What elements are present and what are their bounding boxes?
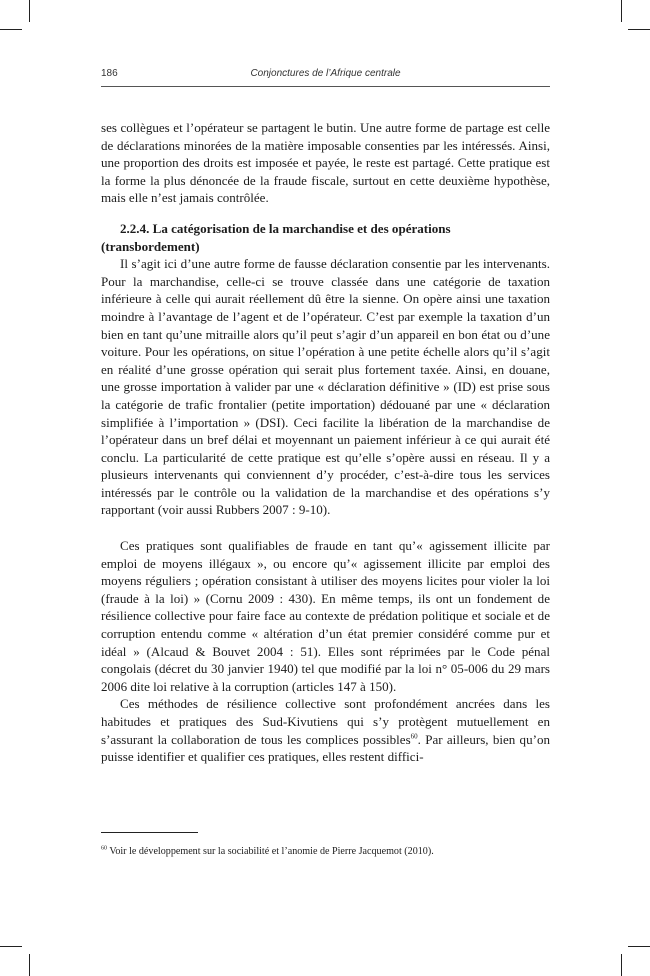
paragraph-resilience-text-b: . Par ailleurs, bien qu’on puisse identifier et qualifier ces pratiques, elles restent diffici- — [101, 731, 550, 765]
crop-mark-bottom-right-vertical — [621, 954, 622, 976]
running-header — [101, 64, 550, 84]
paragraph-resilience — [101, 695, 550, 765]
crop-mark-top-left-horizontal — [0, 29, 22, 30]
footnote — [101, 845, 550, 858]
footnote-text: Voir le développement sur la sociabilité et l’anomie de Pierre Jacquemot (2010). — [109, 846, 434, 857]
paragraph-resilience-text-a: Ces méthodes de résilience collective sont profondément ancrées dans les habitudes et pratiques des Sud-Kivutiens qui s’y protègent mutuellement en s’assurant la collaboration de tous les complices possibles — [101, 696, 550, 747]
crop-mark-bottom-left-horizontal — [0, 946, 22, 947]
paragraph-categorisation: Il s’agit ici d’une autre forme de fausse déclaration consentie par les intervenants. Pour la marchandise, celle-ci se trouve classée dans une catégorie de taxation inférieure à celle qui aurait réellement dû être la sienne. On opère ainsi une taxation moindre à l’avantage de l’agent et de l’opérateur. C’est par exemple la taxation d’un bien en tant qu’une mitraille alors qu’il peut s’agir d’un appareil en bon état ou d’une voiture. Pour les opérations, on situe l’opération à une petite échelle alors qu’il s’agit en réalité d’une grosse opération qui serait plus fortement taxée. Ainsi, en douane, une grosse importation à valider par une « déclaration définitive » (ID) est prise sous la catégorie de trafic frontalier (petite importation) dédouané par une « déclaration simplifiée à l’importation » (DSI). Ceci facilite la libération de la marchandise de l’opérateur dans un bref délai et moyennant un paiement inférieur à ce qui aurait été conclu. La particularité de cette pratique est qu’elle s’opère aussi en réseau. Il y a plusieurs intervenants qui conviennent d’y procéder, c’est-à-dire tous les services intéressés par le contrôle ou la validation de la marchandise et des opérations s’y rapportant (voir aussi Rubbers 2007 : 9-10). — [101, 256, 550, 518]
crop-mark-top-left-vertical — [29, 0, 30, 22]
paragraph-fraude: Ces pratiques sont qualifiables de fraude en tant qu’« agissement illicite par emploi de moyens illégaux », ou encore qu’« agissement illicite par emploi des moyens réguliers ; opération consistant à utiliser des moyens licites pour violer la loi (fraude à la loi) » (Cornu 2009 : 430). En même temps, ils ont un fondement de résilience collective pour faire face au contexte de prédation politique et sociale et de corruption entendu comme « altération d’un état premier considéré comme pur et idéal » (Alcaud & Bouvet 2004 : 51). Elles sont réprimées par le Code pénal congolais (décret du 30 janvier 1940) tel que modifié par la loi n° 05-006 du 29 mars 2006 dite loi relative à la corruption (articles 147 à 150). — [101, 538, 550, 694]
crop-mark-top-right-vertical — [621, 0, 622, 22]
header-rule — [101, 86, 550, 87]
footnote-rule — [101, 832, 198, 833]
page-number: 186 — [101, 68, 118, 79]
running-title: Conjonctures de l’Afrique centrale — [250, 68, 401, 79]
section-heading: 2.2.4. La catégorisation de la marchandise et des opérations (transbordement) — [101, 220, 451, 254]
crop-mark-bottom-left-vertical — [29, 954, 30, 976]
footnote-reference: 60 — [410, 732, 418, 741]
body-text — [101, 119, 550, 766]
paragraph-continuation: ses collègues et l’opérateur se partagent le butin. Une autre forme de partage est celle de déclarations minorées de la matière imposable consenties par les intéressés. Ainsi, une proportion des droits est imposée et payée, le reste est partagé. Cette pratique est la forme la plus dénoncée de la fraude fiscale, surtout en cette deuxième hypothèse, mais elle n’est jamais contrôlée. — [101, 120, 550, 206]
crop-mark-top-right-horizontal — [628, 29, 650, 30]
crop-mark-bottom-right-horizontal — [628, 946, 650, 947]
footnote-number: 60 — [101, 845, 107, 852]
